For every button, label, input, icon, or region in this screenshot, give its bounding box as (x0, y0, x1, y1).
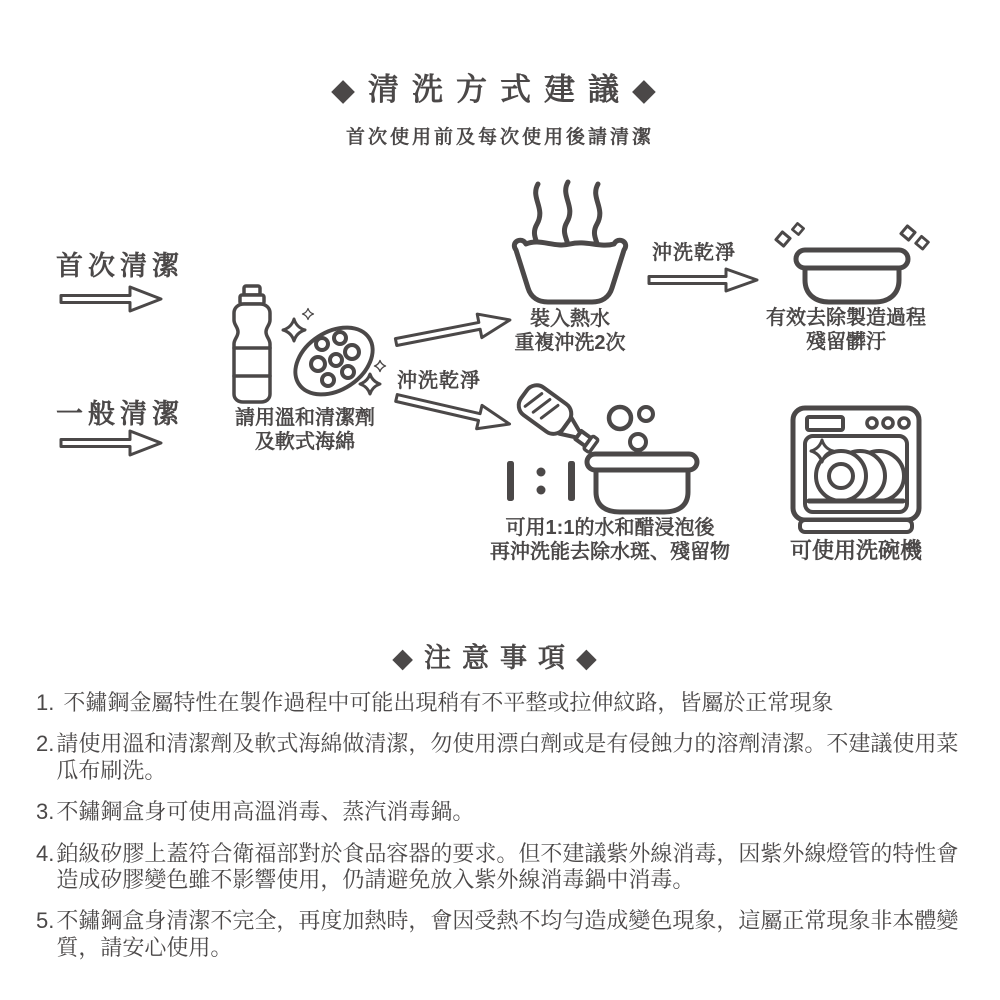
general-clean-label: 一般清潔 (56, 399, 184, 429)
arrow-right-icon (58, 284, 164, 314)
rinse-clean-label: 沖洗乾淨 (397, 370, 481, 392)
hot-water-caption: 裝入熱水 重複沖洗2次 (514, 308, 626, 355)
vinegar-caption: 可用1:1的水和醋浸泡後 再沖洗能去除水斑、殘留物 (490, 517, 730, 564)
note-text: 鉑級矽膠上蓋符合衛福部對於食品容器的要求。但不建議紫外線消毒，因紫外線燈管的特性會造成矽膠變色雖不影響使用，仍請避免放入紫外線消毒鍋中消毒。 (56, 840, 959, 892)
note-item (36, 731, 980, 784)
dishwasher-caption: 可使用洗碗機 (789, 538, 922, 563)
note-number: 1. (36, 690, 55, 715)
note-item (36, 841, 980, 894)
arrow-right-icon (58, 428, 164, 458)
clean-result-caption: 有效去除製造過程 殘留髒汙 (766, 307, 926, 354)
note-text: 不鏽鋼盒身可使用高溫消毒、蒸汽消毒鍋。 (56, 799, 475, 825)
arrow-right-icon (646, 266, 760, 294)
clean-container-icon (772, 222, 930, 306)
rinse-clean-label-top: 沖洗乾淨 (652, 242, 736, 264)
note-number: 2. (36, 731, 55, 757)
note-number: 4. (36, 840, 55, 866)
note-number: 5. (36, 908, 55, 934)
note-text: 不鏽鋼盒身清潔不完全，再度加熱時，會因受熱不均勻造成變色現象，這屬正常現象非本體變質，請安心使用。 (56, 908, 959, 960)
soaking-basin-icon (584, 448, 700, 516)
detergent-bottle-icon (222, 284, 282, 406)
note-text: 不鏽鋼金屬特性在製作過程中可能出現稍有不平整或拉伸紋路，皆屬於正常現象 (63, 690, 834, 715)
first-clean-label: 首次清潔 (56, 251, 184, 281)
section-title-cleaning: ◆清洗方式建議◆ (331, 72, 669, 107)
sponge-icon (278, 308, 388, 408)
one-to-one-ratio-icon (504, 458, 578, 504)
note-text: 請使用溫和清潔劑及軟式海綿做清潔，勿使用漂白劑或是有侵蝕力的溶劑清潔。不建議使用菜瓜布刷洗。 (56, 731, 959, 783)
detergent-caption: 請用溫和清潔劑 及軟式海綿 (235, 407, 375, 454)
note-item (36, 690, 980, 716)
section-title-notes: ◆注意事項◆ (392, 643, 608, 673)
notes-list (36, 690, 980, 976)
note-item (36, 799, 980, 825)
section-subtitle: 首次使用前及每次使用後請清潔 (345, 127, 654, 148)
dishwasher-icon (788, 404, 924, 536)
note-number: 3. (36, 799, 55, 825)
note-item (36, 908, 980, 961)
hot-water-bowl-icon (504, 180, 638, 306)
